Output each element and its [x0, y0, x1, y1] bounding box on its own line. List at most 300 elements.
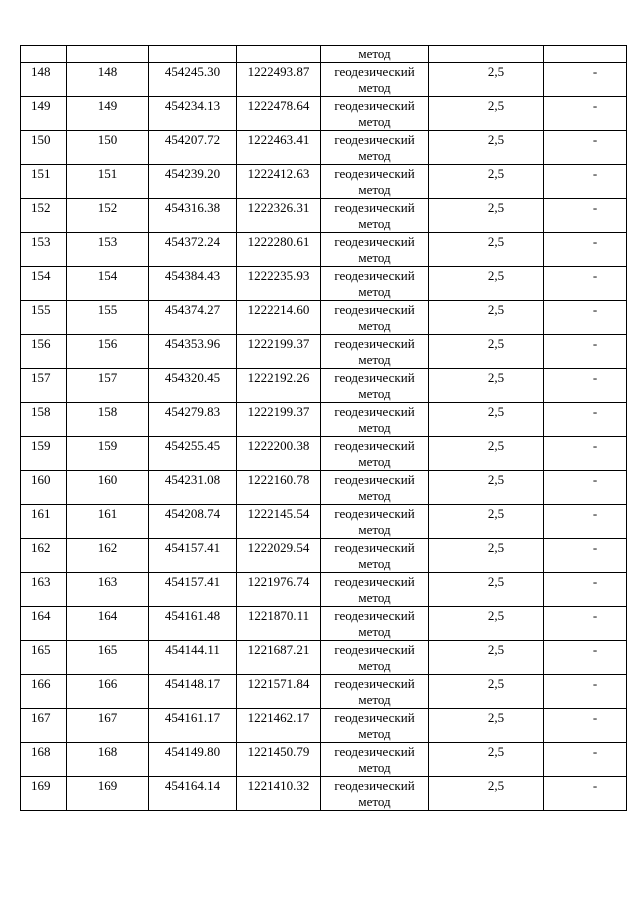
method-text-line2: метод	[358, 692, 391, 707]
table-row	[21, 233, 627, 267]
extra-text: -	[592, 268, 598, 283]
point-number-text: 151	[31, 166, 51, 181]
y-coordinate-text: 1221571.84	[247, 676, 310, 691]
accuracy-text: 2,5	[487, 574, 505, 589]
point-number-2-cell	[67, 505, 149, 539]
extra-text: -	[592, 642, 598, 657]
method-cell	[321, 301, 429, 335]
point-number-text: 158	[31, 404, 51, 419]
extra-text: -	[592, 404, 598, 419]
x-coordinate-cell	[149, 675, 237, 709]
table-row	[21, 437, 627, 471]
extra-text: -	[592, 472, 598, 487]
point-number-text: 169	[31, 778, 51, 793]
x-coordinate-cell	[149, 165, 237, 199]
y-coordinate-cell	[237, 743, 321, 777]
extra-text: -	[592, 778, 598, 793]
extra-text: -	[592, 676, 598, 691]
point-number-2-text: 163	[97, 574, 118, 589]
point-number-2-cell	[67, 403, 149, 437]
point-number-text: 164	[31, 608, 51, 623]
extra-text: -	[592, 302, 598, 317]
point-number-cell	[21, 641, 67, 675]
x-coordinate-text: 454207.72	[164, 132, 221, 147]
y-coordinate-text: 1222145.54	[247, 506, 310, 521]
point-number-2-cell	[67, 369, 149, 403]
accuracy-cell	[429, 131, 544, 165]
y-coordinate-cell	[237, 505, 321, 539]
extra-cell	[544, 165, 627, 199]
point-number-2-cell	[67, 301, 149, 335]
accuracy-text: 2,5	[487, 642, 505, 657]
x-coordinate-text: 454239.20	[164, 166, 221, 181]
accuracy-cell	[429, 539, 544, 573]
extra-cell	[544, 403, 627, 437]
x-coordinate-cell	[149, 573, 237, 607]
point-number-2-cell	[67, 63, 149, 97]
method-text-line2: метод	[358, 454, 391, 469]
extra-cell	[544, 471, 627, 505]
y-coordinate-text: 1222199.37	[247, 336, 310, 351]
point-number-cell	[21, 131, 67, 165]
method-cell	[321, 675, 429, 709]
y-coordinate-cell	[237, 403, 321, 437]
x-coordinate-cell	[149, 369, 237, 403]
method-text-line2: метод	[358, 658, 391, 673]
point-number-text: 150	[31, 132, 51, 147]
extra-cell	[544, 63, 627, 97]
y-coordinate-text: 1222412.63	[247, 166, 310, 181]
x-coordinate-text: 454208.74	[164, 506, 221, 521]
extra-text: -	[592, 710, 598, 725]
extra-cell	[544, 709, 627, 743]
method-text-line1: геодезический	[334, 200, 415, 215]
y-coordinate-text: 1222160.78	[247, 472, 310, 487]
method-text-line1: геодезический	[334, 642, 415, 657]
method-cell	[321, 437, 429, 471]
point-number-2-cell	[67, 607, 149, 641]
table-row	[21, 505, 627, 539]
accuracy-text: 2,5	[487, 336, 505, 351]
method-text-line2: метод	[358, 216, 391, 231]
method-text-line1: геодезический	[334, 302, 415, 317]
accuracy-cell	[429, 97, 544, 131]
table-row	[21, 675, 627, 709]
accuracy-text: 2,5	[487, 404, 505, 419]
y-coordinate-cell	[237, 335, 321, 369]
point-number-2-text: 153	[97, 234, 118, 249]
point-number-cell	[21, 63, 67, 97]
method-cell	[321, 743, 429, 777]
point-number-2-cell	[67, 573, 149, 607]
point-number-cell	[21, 403, 67, 437]
extra-text: -	[592, 166, 598, 181]
extra-text: -	[592, 608, 598, 623]
accuracy-cell	[429, 573, 544, 607]
x-coordinate-text: 454372.24	[164, 234, 221, 249]
point-number-text: 165	[31, 642, 51, 657]
point-number-text: 155	[31, 302, 51, 317]
accuracy-cell	[429, 641, 544, 675]
method-text-line2: метод	[358, 352, 391, 367]
point-number-2-text: 164	[97, 608, 118, 623]
x-coordinate-text: 454149.80	[164, 744, 221, 759]
x-coordinate-cell	[149, 63, 237, 97]
y-coordinate-text: 1222214.60	[247, 302, 310, 317]
x-coordinate-cell	[149, 335, 237, 369]
extra-text: -	[592, 744, 598, 759]
point-number-2-text: 158	[97, 404, 118, 419]
accuracy-text: 2,5	[487, 166, 505, 181]
extra-cell	[544, 437, 627, 471]
y-coordinate-cell	[237, 709, 321, 743]
y-coordinate-text: 1222192.26	[247, 370, 310, 385]
point-number-text: 160	[31, 472, 51, 487]
method-text-line2: метод	[358, 590, 391, 605]
point-number-text: 153	[31, 234, 51, 249]
y-coordinate-text: 1221687.21	[247, 642, 310, 657]
point-number-text: 162	[31, 540, 51, 555]
table-row	[21, 369, 627, 403]
x-coordinate-cell	[149, 743, 237, 777]
method-text-line1: геодезический	[334, 132, 415, 147]
extra-cell	[544, 131, 627, 165]
point-number-text: 152	[31, 200, 51, 215]
point-number-2-cell	[67, 267, 149, 301]
accuracy-cell	[429, 335, 544, 369]
method-text-line1: геодезический	[334, 268, 415, 283]
x-coordinate-text: 454353.96	[164, 336, 221, 351]
point-number-cell	[21, 777, 67, 811]
point-number-cell	[21, 743, 67, 777]
method-cell	[321, 641, 429, 675]
point-number-2-text: 154	[97, 268, 118, 283]
cell-empty	[67, 46, 149, 63]
method-cell	[321, 267, 429, 301]
y-coordinate-text: 1222478.64	[247, 98, 310, 113]
method-cell	[321, 505, 429, 539]
y-coordinate-cell	[237, 63, 321, 97]
method-cell	[321, 199, 429, 233]
method-text-line2: метод	[358, 760, 391, 775]
y-coordinate-text: 1222280.61	[247, 234, 310, 249]
x-coordinate-cell	[149, 471, 237, 505]
point-number-text: 148	[31, 64, 51, 79]
extra-cell	[544, 97, 627, 131]
method-text-line2: метод	[358, 284, 391, 299]
point-number-2-text: 169	[97, 778, 118, 793]
point-number-cell	[21, 437, 67, 471]
point-number-2-text: 160	[97, 472, 118, 487]
y-coordinate-cell	[237, 165, 321, 199]
x-coordinate-cell	[149, 131, 237, 165]
x-coordinate-text: 454157.41	[164, 574, 221, 589]
y-coordinate-cell	[237, 97, 321, 131]
point-number-2-cell	[67, 437, 149, 471]
point-number-2-cell	[67, 199, 149, 233]
method-text-line2: метод	[358, 522, 391, 537]
point-number-text: 154	[31, 268, 51, 283]
x-coordinate-cell	[149, 301, 237, 335]
extra-text: -	[592, 574, 598, 589]
x-coordinate-text: 454255.45	[164, 438, 221, 453]
x-coordinate-text: 454231.08	[164, 472, 221, 487]
extra-cell	[544, 539, 627, 573]
point-number-text: 157	[31, 370, 51, 385]
y-coordinate-cell	[237, 131, 321, 165]
point-number-2-text: 161	[97, 506, 118, 521]
point-number-cell	[21, 97, 67, 131]
extra-cell	[544, 743, 627, 777]
table-row	[21, 777, 627, 811]
x-coordinate-cell	[149, 199, 237, 233]
y-coordinate-cell	[237, 301, 321, 335]
method-text-line1: геодезический	[334, 64, 415, 79]
point-number-2-text: 155	[97, 302, 118, 317]
x-coordinate-text: 454384.43	[164, 268, 221, 283]
point-number-2-cell	[67, 777, 149, 811]
table-row	[21, 165, 627, 199]
extra-text: -	[592, 370, 598, 385]
extra-cell	[544, 641, 627, 675]
extra-cell	[544, 199, 627, 233]
accuracy-cell	[429, 369, 544, 403]
y-coordinate-text: 1221870.11	[247, 608, 310, 623]
x-coordinate-cell	[149, 709, 237, 743]
point-number-cell	[21, 607, 67, 641]
point-number-2-text: 165	[97, 642, 118, 657]
cell-empty	[429, 46, 544, 63]
coordinates-table	[20, 45, 627, 811]
table-row	[21, 267, 627, 301]
point-number-2-text: 166	[97, 676, 118, 691]
table-row	[21, 641, 627, 675]
method-text-line2: метод	[358, 80, 391, 95]
accuracy-cell	[429, 709, 544, 743]
point-number-2-cell	[67, 709, 149, 743]
point-number-2-text: 167	[97, 710, 118, 725]
accuracy-text: 2,5	[487, 132, 505, 147]
y-coordinate-cell	[237, 607, 321, 641]
x-coordinate-text: 454148.17	[164, 676, 221, 691]
point-number-cell	[21, 573, 67, 607]
point-number-2-cell	[67, 743, 149, 777]
table-row	[21, 301, 627, 335]
extra-text: -	[592, 438, 598, 453]
x-coordinate-cell	[149, 233, 237, 267]
y-coordinate-cell	[237, 539, 321, 573]
point-number-2-cell	[67, 131, 149, 165]
point-number-2-text: 162	[97, 540, 118, 555]
extra-text: -	[592, 336, 598, 351]
y-coordinate-cell	[237, 233, 321, 267]
x-coordinate-cell	[149, 437, 237, 471]
method-cell	[321, 165, 429, 199]
x-coordinate-text: 454157.41	[164, 540, 221, 555]
y-coordinate-cell	[237, 641, 321, 675]
method-cell	[321, 233, 429, 267]
method-text-line2: метод	[358, 488, 391, 503]
point-number-2-cell	[67, 471, 149, 505]
cell-empty	[544, 46, 627, 63]
point-number-cell	[21, 675, 67, 709]
point-number-cell	[21, 709, 67, 743]
method-cell	[321, 709, 429, 743]
cell-empty	[21, 46, 67, 63]
method-cell	[321, 97, 429, 131]
method-text-line1: геодезический	[334, 540, 415, 555]
y-coordinate-text: 1221462.17	[247, 710, 310, 725]
y-coordinate-cell	[237, 369, 321, 403]
point-number-cell	[21, 233, 67, 267]
method-text-line1: геодезический	[334, 336, 415, 351]
method-text-line1: геодезический	[334, 404, 415, 419]
method-text-line2: метод	[358, 148, 391, 163]
accuracy-cell	[429, 675, 544, 709]
accuracy-text: 2,5	[487, 744, 505, 759]
method-text-line1: геодезический	[334, 370, 415, 385]
accuracy-text: 2,5	[487, 608, 505, 623]
table-row	[21, 709, 627, 743]
accuracy-cell	[429, 471, 544, 505]
method-text-line2: метод	[358, 556, 391, 571]
table-body	[21, 46, 627, 811]
y-coordinate-cell	[237, 675, 321, 709]
point-number-cell	[21, 199, 67, 233]
x-coordinate-cell	[149, 403, 237, 437]
accuracy-cell	[429, 437, 544, 471]
accuracy-text: 2,5	[487, 98, 505, 113]
extra-cell	[544, 233, 627, 267]
method-text-line2: метод	[358, 250, 391, 265]
method-text-line2: метод	[358, 726, 391, 741]
table-row	[21, 743, 627, 777]
accuracy-cell	[429, 165, 544, 199]
point-number-cell	[21, 505, 67, 539]
method-text-line1: геодезический	[334, 710, 415, 725]
y-coordinate-text: 1222326.31	[247, 200, 310, 215]
method-text-line2: метод	[358, 318, 391, 333]
y-coordinate-cell	[237, 471, 321, 505]
x-coordinate-cell	[149, 539, 237, 573]
x-coordinate-cell	[149, 607, 237, 641]
extra-cell	[544, 505, 627, 539]
y-coordinate-text: 1222199.37	[247, 404, 310, 419]
accuracy-cell	[429, 743, 544, 777]
method-text-line1: геодезический	[334, 166, 415, 181]
accuracy-text: 2,5	[487, 472, 505, 487]
extra-text: -	[592, 234, 598, 249]
accuracy-text: 2,5	[487, 64, 505, 79]
method-text-line2: метод	[358, 386, 391, 401]
x-coordinate-text: 454279.83	[164, 404, 221, 419]
y-coordinate-text: 1222200.38	[247, 438, 310, 453]
point-number-text: 159	[31, 438, 51, 453]
method-text-line1: геодезический	[334, 472, 415, 487]
table-row	[21, 471, 627, 505]
extra-cell	[544, 573, 627, 607]
point-number-2-cell	[67, 165, 149, 199]
accuracy-cell	[429, 505, 544, 539]
cell-empty	[149, 46, 237, 63]
method-cell	[321, 607, 429, 641]
accuracy-text: 2,5	[487, 778, 505, 793]
point-number-2-text: 150	[97, 132, 118, 147]
point-number-2-text: 157	[97, 370, 118, 385]
y-coordinate-text: 1222463.41	[247, 132, 310, 147]
accuracy-text: 2,5	[487, 302, 505, 317]
point-number-2-text: 148	[97, 64, 118, 79]
method-text-line2: метод	[358, 794, 391, 809]
x-coordinate-text: 454144.11	[165, 642, 220, 657]
accuracy-text: 2,5	[487, 710, 505, 725]
accuracy-text: 2,5	[487, 234, 505, 249]
accuracy-text: 2,5	[487, 370, 505, 385]
method-text-line1: геодезический	[334, 438, 415, 453]
point-number-2-text: 168	[97, 744, 118, 759]
extra-cell	[544, 335, 627, 369]
accuracy-text: 2,5	[487, 676, 505, 691]
x-coordinate-cell	[149, 777, 237, 811]
method-cell	[321, 403, 429, 437]
extra-cell	[544, 301, 627, 335]
point-number-cell	[21, 165, 67, 199]
method-text-line1: геодезический	[334, 676, 415, 691]
extra-text: -	[592, 540, 598, 555]
method-cell	[321, 573, 429, 607]
method-text-line1: геодезический	[334, 98, 415, 113]
x-coordinate-cell	[149, 97, 237, 131]
point-number-2-cell	[67, 641, 149, 675]
method-text-line2: метод	[358, 114, 391, 129]
x-coordinate-cell	[149, 267, 237, 301]
method-cell	[321, 539, 429, 573]
y-coordinate-text: 1221976.74	[247, 574, 310, 589]
x-coordinate-text: 454316.38	[164, 200, 221, 215]
y-coordinate-text: 1222493.87	[247, 64, 310, 79]
extra-cell	[544, 369, 627, 403]
accuracy-text: 2,5	[487, 268, 505, 283]
method-text-line1: геодезический	[334, 574, 415, 589]
point-number-2-cell	[67, 539, 149, 573]
x-coordinate-cell	[149, 641, 237, 675]
extra-cell	[544, 777, 627, 811]
method-cell	[321, 335, 429, 369]
accuracy-cell	[429, 199, 544, 233]
accuracy-text: 2,5	[487, 540, 505, 555]
table-row	[21, 63, 627, 97]
method-cell	[321, 369, 429, 403]
point-number-text: 156	[31, 336, 51, 351]
table-row	[21, 335, 627, 369]
extra-cell	[544, 675, 627, 709]
accuracy-cell	[429, 63, 544, 97]
extra-text: -	[592, 506, 598, 521]
extra-cell	[544, 607, 627, 641]
accuracy-cell	[429, 267, 544, 301]
extra-text: -	[592, 132, 598, 147]
cell-empty	[237, 46, 321, 63]
method-cell	[321, 471, 429, 505]
y-coordinate-text: 1222235.93	[247, 268, 310, 283]
method-text-line1: геодезический	[334, 234, 415, 249]
y-coordinate-cell	[237, 777, 321, 811]
x-coordinate-text: 454161.48	[164, 608, 221, 623]
x-coordinate-text: 454161.17	[164, 710, 221, 725]
point-number-cell	[21, 471, 67, 505]
method-text-line1: геодезический	[334, 778, 415, 793]
table-row	[21, 539, 627, 573]
